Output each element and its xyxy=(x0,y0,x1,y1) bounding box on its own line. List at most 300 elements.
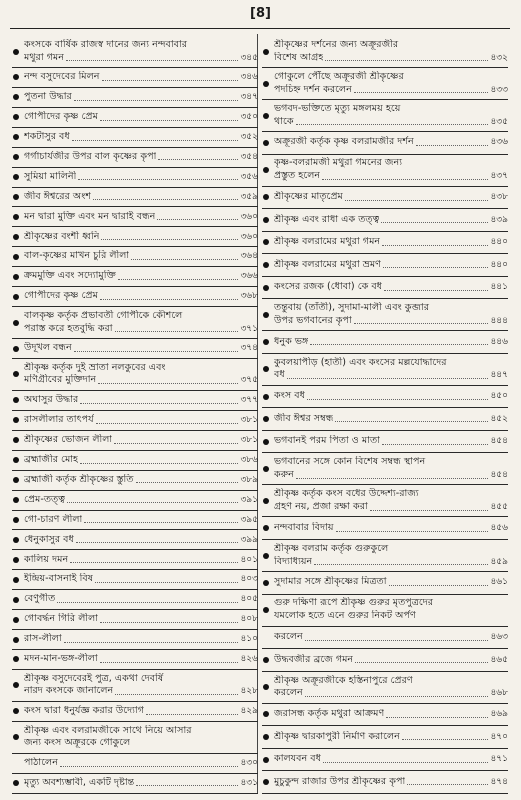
toc-entry xyxy=(262,408,508,431)
toc-entry-title: মদন-মান-ভঙ্গ-লীলা xyxy=(24,653,98,665)
toc-entry-page: ৪৩৭ xyxy=(490,171,508,182)
toc-entry xyxy=(12,754,258,774)
dot-leader xyxy=(335,421,488,422)
bullet-icon xyxy=(263,757,269,763)
toc-entry-title: ক্রমমুক্তি এবং সদ্যোমুক্তি xyxy=(24,270,116,282)
bullet-icon xyxy=(13,74,19,80)
bullet-icon xyxy=(13,497,19,503)
bullet-icon xyxy=(263,684,269,690)
toc-entry-page: ৩৯১ xyxy=(240,494,258,505)
dot-leader xyxy=(381,222,488,223)
bullet-icon xyxy=(263,262,269,268)
toc-entry-title: গোপীদের কৃষ্ণ প্রেম xyxy=(24,290,98,302)
toc-entry xyxy=(12,128,258,148)
toc-entry-title: জীব ঈশ্বরের অংশ xyxy=(24,190,92,202)
bullet-icon xyxy=(13,397,19,403)
toc-entry-page: ৪৪১ xyxy=(490,282,508,293)
toc-entry-title: শ্রীকৃষ্ণের মাতৃপ্রেম xyxy=(274,191,343,203)
bullet-icon xyxy=(263,498,269,504)
dot-leader xyxy=(383,267,488,268)
toc-entry-title: মুচুকুন্দ রাজার উপর শ্রীকৃষ্ণের কৃপা xyxy=(274,775,406,787)
toc-entry-title: মৃত্যু অবশ্যম্ভাবী, একটি দৃষ্টান্ত xyxy=(24,776,135,788)
toc-entry-title: গোবর্দ্ধন গিরি লীলা xyxy=(24,613,99,625)
toc-entry-title: গোকুলে পৌঁছে অক্রূরজী শ্রীকৃষ্ণের xyxy=(274,70,404,82)
toc-entry xyxy=(12,108,258,128)
dot-leader xyxy=(322,179,488,180)
toc-entry-title: জরাসন্ধ কর্তৃক মথুরা আক্রমণ xyxy=(274,708,385,720)
toc-entry xyxy=(12,471,258,491)
toc-entry-title: অক্রূরজী কর্তৃক কৃষ্ণ বলরামজীর দর্শন xyxy=(274,136,414,148)
toc-entry xyxy=(262,704,508,727)
bullet-icon xyxy=(263,525,269,531)
dot-leader xyxy=(370,510,489,511)
toc-entry-title: ইন্দ্রিয়-বাসনাই বিষ xyxy=(24,573,93,585)
toc-entry-page: ৩৭৭ xyxy=(240,395,258,406)
bullet-icon xyxy=(263,285,269,291)
toc-entry-title: শ্রীকৃষ্ণের বংশী ধ্বনি xyxy=(24,230,100,242)
dot-leader xyxy=(115,331,239,332)
bullet-icon xyxy=(263,439,269,445)
bullet-icon xyxy=(13,437,19,443)
toc-entry xyxy=(262,726,508,749)
dot-leader xyxy=(416,145,489,146)
toc-entry xyxy=(12,307,258,339)
bullet-icon xyxy=(13,114,19,120)
toc-entry-title: প্রস্তুত হলেন xyxy=(274,170,321,182)
toc-entry-page: ৩৪৫ xyxy=(240,52,258,63)
bullet-icon xyxy=(263,239,269,245)
toc-entry-page: ৩৬০ xyxy=(240,231,258,242)
toc-entry-title: করলেন xyxy=(274,687,303,699)
bullet-icon xyxy=(263,366,269,372)
toc-entry-title: করলেন xyxy=(274,631,303,643)
toc-entry-page: ৩৬৮ xyxy=(240,291,258,302)
toc-entry xyxy=(12,36,258,68)
bullet-icon xyxy=(263,466,269,472)
dot-leader xyxy=(114,443,238,444)
dot-leader xyxy=(96,423,239,424)
toc-entry xyxy=(12,670,258,702)
toc-entry-page: ৪৪৬ xyxy=(490,336,508,347)
dot-leader xyxy=(93,199,238,200)
dot-leader xyxy=(310,344,488,345)
dot-leader xyxy=(296,478,489,479)
toc-entry-title: বালকৃষ্ণ কর্তৃক প্রভাবতী গোপীকে কৌশলে xyxy=(24,309,183,321)
bullet-icon xyxy=(263,194,269,200)
bullet-icon xyxy=(13,49,19,55)
toc-entry-title: রাসলীলার তাৎপর্য xyxy=(24,414,94,426)
bullet-icon xyxy=(13,371,19,377)
bullet-icon xyxy=(263,580,269,586)
toc-entry xyxy=(12,207,258,227)
bullet-icon xyxy=(263,711,269,717)
dot-leader xyxy=(80,403,238,404)
toc-entry xyxy=(262,36,508,68)
toc-entry xyxy=(262,672,508,704)
dot-leader xyxy=(305,640,489,641)
toc-entry-page: ৪৫৬ xyxy=(490,522,508,533)
toc-entry-title: শ্রীকৃষ্ণ কর্তৃক কংস বধের উদ্দেশ্য-রাজ্য xyxy=(274,488,419,500)
toc-entry-page: ৪০৩ xyxy=(240,574,258,585)
dot-leader xyxy=(80,463,238,464)
toc-entry-page: ৪৪০ xyxy=(490,259,508,270)
toc-entry xyxy=(12,267,258,287)
toc-entry-page: ৩৮৬ xyxy=(240,454,258,465)
toc-entry-title: ধেনুকাসুর বধ xyxy=(24,533,74,545)
bullet-icon xyxy=(263,140,269,146)
toc-entry-page: ৪৭৪ xyxy=(490,776,508,787)
dot-leader xyxy=(84,522,238,523)
toc-column-left xyxy=(12,36,258,794)
toc-entry-title: ব্রহ্মাজী কর্তৃক শ্রীকৃষ্ণের স্তুতি xyxy=(24,473,134,485)
toc-entry-page: ৪৭১ xyxy=(490,754,508,765)
toc-entry xyxy=(12,511,258,531)
toc-entry-page: ৩৫০ xyxy=(240,112,258,122)
toc-entry-title: মণিগ্রীবের মুক্তিদান xyxy=(24,374,97,386)
toc-entry-page: ৪২৮ xyxy=(240,686,258,697)
bullet-icon xyxy=(263,657,269,663)
toc-entry xyxy=(12,774,258,794)
toc-entry-page: ৩৭৫ xyxy=(240,375,258,386)
toc-entry-title: পদচিহ্ন দর্শন করলেন xyxy=(274,83,352,95)
toc-entry-title: ধনুক ভঙ্গ xyxy=(274,335,309,347)
toc-entry-title: গো-চারণ লীলা xyxy=(24,513,83,525)
toc-entry-page: ৩৯৯ xyxy=(240,534,258,545)
dot-leader xyxy=(336,531,489,532)
bullet-icon xyxy=(263,734,269,740)
toc-entry xyxy=(262,540,508,572)
toc-entry-page: ৪৬৫ xyxy=(490,654,508,665)
toc-entry-title: নন্দ বসুদেবের মিলন xyxy=(24,71,100,83)
page-number: [8] xyxy=(250,6,271,21)
toc-entry xyxy=(262,749,508,772)
toc-entry-title: বধ xyxy=(274,369,285,381)
toc-entry xyxy=(12,391,258,411)
dot-leader xyxy=(101,239,238,240)
dot-leader xyxy=(102,80,239,81)
dot-leader xyxy=(354,323,489,324)
bullet-icon xyxy=(263,553,269,559)
toc-entry xyxy=(12,287,258,307)
dot-leader xyxy=(386,717,488,718)
toc-entry-title: কংসের রজক (ধোবা) কে বধ xyxy=(274,281,383,293)
toc-entry xyxy=(12,630,258,650)
dot-leader xyxy=(100,662,239,663)
toc-entry xyxy=(262,649,508,672)
toc-entry xyxy=(12,610,258,630)
toc-entry-title: কংসকে বার্ষিক রাজস্ব দানের জন্য নন্দবাবার xyxy=(24,38,188,50)
bullet-icon xyxy=(13,637,19,643)
toc-entry xyxy=(12,431,258,451)
toc-entry-title: গর্গাচার্যজীর উপর বাল কৃষ্ণের কৃপা xyxy=(24,150,157,162)
bullet-icon xyxy=(13,457,19,463)
toc-entry-page: ৩৫২ xyxy=(240,131,258,142)
bullet-icon xyxy=(13,234,19,240)
dot-leader xyxy=(296,124,489,125)
toc-entry-title: কুবলয়াপীড় (হাতী) এবং কংসের মল্লযোদ্ধাদের xyxy=(274,356,447,368)
bullet-icon xyxy=(13,254,19,260)
bullet-icon xyxy=(13,94,19,100)
toc-entry-title: তন্তুবায় (তাঁতী), সুদামা-মালী এবং কুব্জার xyxy=(274,302,429,314)
toc-entry-page: ৪৫৫ xyxy=(490,501,508,512)
toc-entry xyxy=(262,485,508,517)
toc-entry-page: ৩৪৬ xyxy=(240,72,258,83)
toc-entry-page: ৪৪০ xyxy=(490,237,508,248)
toc-entry-title: রাস-লীলা xyxy=(24,633,62,645)
dot-leader xyxy=(314,564,488,565)
toc-entry-title: উদূখল বন্ধন xyxy=(24,342,72,354)
bullet-icon xyxy=(263,217,269,223)
dot-leader xyxy=(345,200,489,201)
bullet-icon xyxy=(13,577,19,583)
bullet-icon xyxy=(13,194,19,200)
toc-entry-page: ৩৮৯ xyxy=(240,474,258,485)
bullet-icon xyxy=(13,294,19,300)
toc-entry-page: ৪৬১ xyxy=(490,577,508,588)
bullet-icon xyxy=(13,274,19,280)
toc-entry-title: শ্রীকৃষ্ণ এবং রাধা এক তত্ত্ব xyxy=(274,213,380,225)
toc-entry-title: ব্রহ্মাজীর মোহ xyxy=(24,453,79,465)
toc-entry-page: ৪৩৬ xyxy=(490,137,508,148)
toc-entry-page: ৪৬৩ xyxy=(490,632,508,643)
toc-entry xyxy=(262,386,508,409)
dot-leader xyxy=(382,245,488,246)
toc-entry-title: বেণুগীত xyxy=(24,593,56,605)
toc-entry xyxy=(262,254,508,277)
bullet-icon xyxy=(13,174,19,180)
dot-leader xyxy=(72,140,239,141)
toc-entry-page: ৪৩০ xyxy=(240,757,258,768)
toc-column-right xyxy=(262,36,508,794)
bullet-icon xyxy=(13,134,19,140)
dot-leader xyxy=(100,622,238,623)
toc-entry-title: কংস বধ xyxy=(274,390,305,402)
toc-entry-page: ৪০৫ xyxy=(240,594,258,605)
toc-entry xyxy=(262,431,508,454)
bullet-icon xyxy=(13,682,19,688)
dot-leader xyxy=(384,290,488,291)
toc-entry-title: অঘাসুর উদ্ধার xyxy=(24,394,79,406)
bullet-icon xyxy=(263,339,269,345)
toc-entry-page: ৪৪৭ xyxy=(490,370,508,381)
toc-entry-title: শ্রীকৃষ্ণ দ্বারকাপুরী নির্মাণ করালেন xyxy=(274,730,400,742)
dot-leader xyxy=(407,784,488,785)
bullet-icon xyxy=(13,346,19,352)
toc-entry-title: শ্রীকৃষ্ণ কর্তৃক দুই ভ্রাতা নলকুবের এবং xyxy=(24,361,166,373)
top-rule xyxy=(10,28,510,29)
toc-entry-page: ৪৪৪ xyxy=(490,315,508,326)
toc-entry xyxy=(262,627,508,650)
dot-leader xyxy=(70,562,238,563)
toc-entry-title: শ্রীকৃষ্ণ বলরাম কর্তৃক গুরুকুলে xyxy=(274,542,389,554)
bullet-icon xyxy=(13,734,19,740)
toc-entry xyxy=(262,771,508,794)
bullet-icon xyxy=(263,167,269,173)
toc-entry-title: গ্রহণ নয়, প্রজা রক্ষা করা xyxy=(274,500,368,512)
dot-leader xyxy=(136,482,239,483)
bullet-icon xyxy=(13,477,19,483)
dot-leader xyxy=(146,714,238,715)
toc-entry-title: মন দ্বারা মুক্তি এবং মন দ্বারাই বন্ধন xyxy=(24,210,156,222)
toc-entry xyxy=(12,590,258,610)
toc-entry-title: পুতনা উদ্ধার xyxy=(24,91,72,103)
toc-entry xyxy=(262,354,508,386)
toc-entry-title: উদ্ধবজীর ব্রজে গমন xyxy=(274,653,354,665)
toc-entry-page: ৩৭১ xyxy=(240,323,258,334)
toc-entry xyxy=(12,227,258,247)
bullet-icon xyxy=(263,312,269,318)
bullet-icon xyxy=(263,394,269,400)
toc-entry-title: ভগবানই পরম পিতা ও মাতা xyxy=(274,435,380,447)
toc-entry xyxy=(262,517,508,540)
toc-entry-page: ৪০১ xyxy=(240,554,258,565)
toc-entry xyxy=(262,209,508,232)
toc-entry-page: ৪৬৮ xyxy=(490,688,508,699)
toc-entry-page: ৩৫৯ xyxy=(240,191,258,202)
toc-entry xyxy=(12,168,258,188)
bullet-icon xyxy=(13,780,19,786)
bullet-icon xyxy=(13,557,19,563)
toc-entry-title: জীব ঈশ্বর সম্বন্ধ xyxy=(274,412,334,424)
toc-entry-title: গুরু দক্ষিণা রূপে শ্রীকৃষ্ণ গুরুর মৃতপুত্রদের xyxy=(274,597,434,609)
toc-entry-title: পাঠালেন xyxy=(24,756,58,768)
toc-entry-page: ৩৭৪ xyxy=(240,343,258,354)
toc-entry-title: বিশেষ আগ্রহ xyxy=(274,51,324,63)
toc-entry xyxy=(262,331,508,354)
toc-entry xyxy=(12,148,258,168)
toc-entry-title: ভগবদ-ভক্তিতে মৃত্যু মঙ্গলময় হয়ে xyxy=(274,102,401,114)
toc-entry xyxy=(12,570,258,590)
toc-entry-title: শ্রীকৃষ্ণ বলরামের মথুরা ভ্রমণ xyxy=(274,258,381,270)
dot-leader xyxy=(78,179,238,180)
toc-entry-title: শ্রীকৃষ্ণের ভোজন লীলা xyxy=(24,433,113,445)
toc-entry-page: ৩৮১ xyxy=(240,415,258,426)
dot-leader xyxy=(382,444,488,445)
toc-entry-title: নারদ কংসকে জানালেন xyxy=(24,685,114,697)
toc-entry-title: বিদ্যাধ্যয়ন xyxy=(274,555,313,567)
bullet-icon xyxy=(13,537,19,543)
toc-entry-page: ৪৫০ xyxy=(490,391,508,402)
toc-entry-title: শ্রীকৃষ্ণ বসুদেবেরই পুত্র, একথা দেবর্ষি xyxy=(24,672,164,684)
bullet-icon xyxy=(263,607,269,613)
toc-entry xyxy=(12,88,258,108)
toc-entry-page: ৪৩৯ xyxy=(490,214,508,225)
toc-entry-title: শ্রীকৃষ্ণ বলরামের মথুরা গমন xyxy=(274,236,381,248)
bullet-icon xyxy=(263,779,269,785)
toc-entry-page: ৪৫৪ xyxy=(490,436,508,447)
dot-leader xyxy=(66,60,238,61)
bullet-icon xyxy=(263,113,269,119)
bullet-icon xyxy=(263,49,269,55)
toc-entry-title: করুন xyxy=(274,468,294,480)
bullet-icon xyxy=(13,214,19,220)
toc-entry xyxy=(262,68,508,100)
toc-entry-page: ৪৫৪ xyxy=(490,469,508,480)
dot-leader xyxy=(323,762,488,763)
dot-leader xyxy=(95,582,238,583)
toc-entry xyxy=(12,188,258,208)
toc-entry-page: ৪৭০ xyxy=(490,731,508,742)
toc-entry xyxy=(262,277,508,300)
dot-leader xyxy=(157,219,238,220)
toc-entry-page: ৪২৬ xyxy=(240,654,258,665)
toc-entry-title: মথুরা গমন xyxy=(24,51,64,63)
bullet-icon xyxy=(263,416,269,422)
toc-entry xyxy=(12,68,258,88)
toc-entry xyxy=(262,100,508,132)
toc-entry-page: ৩৬০ xyxy=(240,211,258,222)
toc-entry-page: ৪৩১ xyxy=(240,777,258,788)
toc-entry xyxy=(12,411,258,431)
dot-leader xyxy=(60,766,239,767)
toc-entry xyxy=(262,595,508,627)
dot-leader xyxy=(100,120,239,121)
dot-leader xyxy=(64,642,239,643)
dot-leader xyxy=(118,279,239,280)
toc-entry-title: জন্য কংস অক্রূরকে গোকুলে xyxy=(24,737,131,749)
toc-entry-title: কালযবন বধ xyxy=(274,753,322,765)
dot-leader xyxy=(115,694,238,695)
toc-entry-title: প্রেম-তত্ত্ব xyxy=(24,493,66,505)
dot-leader xyxy=(402,739,489,740)
dot-leader xyxy=(158,159,238,160)
dot-leader xyxy=(305,696,489,697)
toc-entry-title: ভগবানের সঙ্গে কোন বিশেষ সম্বন্ধ স্থাপন xyxy=(274,456,426,468)
dot-leader xyxy=(67,502,238,503)
toc-entry-page: ৪৩৫ xyxy=(490,116,508,127)
toc-entry-page: ৪১০ xyxy=(240,634,258,645)
toc-entry-page: ৩৮১ xyxy=(240,434,258,445)
dot-leader xyxy=(307,399,489,400)
toc-entry xyxy=(12,530,258,550)
toc-entry-page: ৩৫৬ xyxy=(240,171,258,182)
toc-entry-page: ৪৫২ xyxy=(490,413,508,424)
bullet-icon xyxy=(263,81,269,87)
toc-entry-title: যমলোক হতে এনে গুরুর নিকট অর্পণ xyxy=(274,610,416,622)
toc-entry-title: পরাস্ত করে হতবুদ্ধি করা xyxy=(24,322,113,334)
toc-entry xyxy=(262,155,508,187)
toc-entry-title: শ্রীকৃষ্ণের দর্শনের জন্য অক্রূরজীর xyxy=(274,38,399,50)
toc-entry-title: বাল-কৃষ্ণের মাখন চুরি লীলা xyxy=(24,250,130,262)
toc-entry xyxy=(12,359,258,391)
toc-entry-title: সুমিয়া মালিনী xyxy=(24,170,77,182)
dot-leader xyxy=(74,351,239,352)
toc-entry-page: ৪০৮ xyxy=(240,614,258,625)
dot-leader xyxy=(354,92,489,93)
toc-entry-page: ৪৩৮ xyxy=(490,192,508,203)
dot-leader xyxy=(389,585,489,586)
dot-leader xyxy=(74,100,239,101)
dot-leader xyxy=(131,259,238,260)
toc-entry-page: ৪৫৯ xyxy=(490,556,508,567)
toc-entry-title: নন্দবাবার বিদায় xyxy=(274,521,334,533)
toc-entry xyxy=(12,550,258,570)
toc-entry-page: ৩৪৭ xyxy=(240,92,258,103)
toc-entry-title: কংস দ্বারা ধনুর্যজ্ঞ করার উদ্যোগ xyxy=(24,705,145,717)
dot-leader xyxy=(98,383,238,384)
dot-leader xyxy=(136,785,238,786)
toc-entry-title: শকটাসুর বধ xyxy=(24,130,70,142)
toc-entry-title: কৃষ্ণ-বলরামজী মথুরা গমনের জন্য xyxy=(274,157,403,169)
toc-entry-page: ৪৬৯ xyxy=(490,709,508,720)
toc-entry xyxy=(262,132,508,155)
dot-leader xyxy=(325,60,488,61)
toc-entry-title: থাকে xyxy=(274,115,294,127)
toc-entry-page: ৩৬৬ xyxy=(240,271,258,282)
bullet-icon xyxy=(13,656,19,662)
bullet-icon xyxy=(13,154,19,160)
toc-entry xyxy=(262,232,508,255)
